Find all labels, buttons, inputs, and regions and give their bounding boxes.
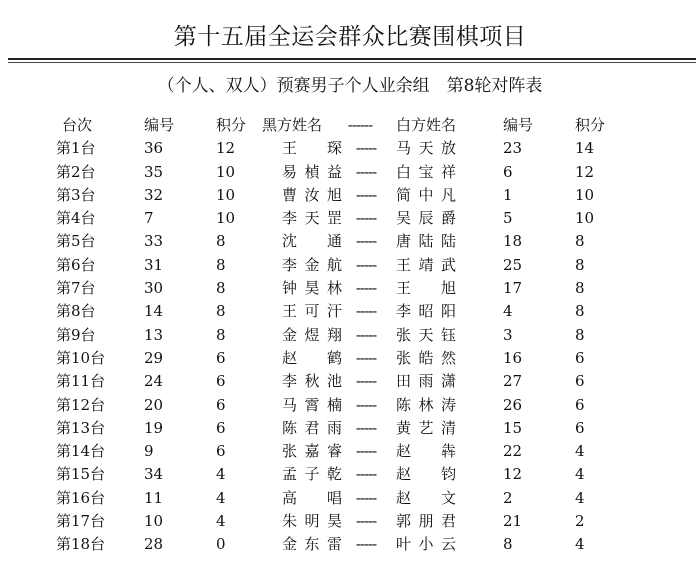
cell-table: 第5台	[56, 232, 96, 251]
cell-white-number: 18	[503, 232, 523, 251]
cell-white-number: 22	[503, 442, 523, 461]
cell-white-name: 郭朋君	[396, 512, 456, 531]
table-row	[0, 184, 700, 207]
cell-white-number: 8	[503, 535, 513, 554]
cell-black-number: 36	[144, 139, 164, 158]
cell-black-number: 10	[144, 512, 164, 531]
cell-table: 第3台	[56, 185, 96, 204]
cell-black-score: 4	[216, 465, 226, 484]
header-black-name: 黑方姓名	[262, 116, 323, 134]
cell-white-number: 16	[503, 348, 523, 367]
cell-white-name: 王 旭	[396, 279, 456, 298]
cell-table: 第10台	[56, 348, 106, 367]
cell-white-score: 8	[575, 279, 585, 298]
cell-white-name: 赵 犇	[396, 442, 456, 461]
header-white-number: 编号	[503, 116, 534, 134]
table-row	[0, 300, 700, 323]
title-rule-thick	[8, 58, 696, 60]
cell-black-name: 高 唱	[282, 488, 342, 507]
cell-white-name: 田雨潇	[396, 372, 456, 391]
cell-table: 第17台	[56, 512, 106, 531]
table-header-row	[0, 114, 700, 137]
cell-black-score: 4	[216, 488, 226, 507]
cell-white-score: 6	[575, 418, 585, 437]
cell-separator: -----	[355, 255, 377, 274]
document-title: 第十五届全运会群众比赛围棋项目	[173, 24, 527, 50]
cell-separator: -----	[355, 465, 377, 484]
cell-separator: -----	[355, 185, 377, 204]
table-row	[0, 254, 700, 277]
cell-white-score: 6	[575, 395, 585, 414]
cell-white-name: 简中凡	[396, 185, 456, 204]
cell-white-number: 15	[503, 418, 523, 437]
cell-black-score: 6	[216, 348, 226, 367]
cell-white-number: 4	[503, 302, 513, 321]
cell-separator: -----	[355, 418, 377, 437]
cell-white-number: 12	[503, 465, 523, 484]
table-row	[0, 417, 700, 440]
header-black-number: 编号	[144, 116, 175, 134]
cell-white-number: 6	[503, 162, 513, 181]
cell-white-name: 马天放	[396, 139, 456, 158]
cell-black-number: 33	[144, 232, 164, 251]
cell-white-name: 白宝祥	[396, 162, 456, 181]
cell-black-score: 8	[216, 255, 226, 274]
table-row	[0, 161, 700, 184]
cell-white-name: 唐陆陆	[396, 232, 456, 251]
cell-white-name: 叶小云	[396, 535, 456, 554]
cell-black-score: 8	[216, 232, 226, 251]
cell-separator: -----	[355, 512, 377, 531]
table-row	[0, 347, 700, 370]
cell-white-score: 4	[575, 488, 585, 507]
cell-white-score: 12	[575, 162, 595, 181]
cell-table: 第16台	[56, 488, 106, 507]
table-row	[0, 230, 700, 253]
cell-table: 第7台	[56, 279, 96, 298]
cell-black-name: 马霄楠	[282, 395, 342, 414]
cell-black-score: 10	[216, 162, 236, 181]
cell-black-score: 8	[216, 279, 226, 298]
cell-separator: -----	[355, 395, 377, 414]
cell-separator: -----	[355, 209, 377, 228]
cell-black-number: 20	[144, 395, 164, 414]
cell-white-name: 王靖武	[396, 255, 456, 274]
cell-black-name: 陈君雨	[282, 418, 342, 437]
cell-white-score: 4	[575, 442, 585, 461]
cell-black-score: 10	[216, 209, 236, 228]
cell-separator: -----	[355, 442, 377, 461]
cell-white-score: 4	[575, 465, 585, 484]
cell-black-number: 9	[144, 442, 154, 461]
cell-white-name: 张天钰	[396, 325, 456, 344]
title-rule-thin	[8, 62, 696, 63]
cell-white-name: 陈林涛	[396, 395, 456, 414]
cell-black-score: 8	[216, 325, 226, 344]
cell-black-name: 金东雷	[282, 535, 342, 554]
cell-white-name: 赵 钧	[396, 465, 456, 484]
cell-white-number: 25	[503, 255, 523, 274]
cell-black-number: 30	[144, 279, 164, 298]
cell-white-score: 8	[575, 302, 585, 321]
cell-black-name: 张嘉睿	[282, 442, 342, 461]
cell-black-score: 6	[216, 442, 226, 461]
cell-table: 第11台	[56, 372, 106, 391]
cell-black-name: 李天罡	[282, 209, 342, 228]
cell-black-score: 4	[216, 512, 226, 531]
cell-black-number: 13	[144, 325, 164, 344]
table-row	[0, 207, 700, 230]
cell-table: 第4台	[56, 209, 96, 228]
table-row	[0, 277, 700, 300]
cell-table: 第1台	[56, 139, 96, 158]
cell-black-score: 6	[216, 372, 226, 391]
cell-separator: -----	[355, 162, 377, 181]
cell-black-name: 沈 通	[282, 232, 342, 251]
cell-white-name: 吴辰爵	[396, 209, 456, 228]
cell-table: 第12台	[56, 395, 106, 414]
cell-black-number: 28	[144, 535, 164, 554]
cell-black-number: 32	[144, 185, 164, 204]
cell-table: 第9台	[56, 325, 96, 344]
cell-table: 第6台	[56, 255, 96, 274]
cell-white-number: 2	[503, 488, 513, 507]
cell-black-number: 29	[144, 348, 164, 367]
cell-black-score: 8	[216, 302, 226, 321]
cell-black-name: 王可汗	[282, 302, 342, 321]
cell-black-name: 钟昊林	[282, 279, 342, 298]
cell-black-number: 14	[144, 302, 164, 321]
cell-white-score: 6	[575, 372, 585, 391]
table-row	[0, 440, 700, 463]
cell-white-number: 17	[503, 279, 523, 298]
cell-black-score: 6	[216, 418, 226, 437]
cell-white-number: 5	[503, 209, 513, 228]
cell-black-number: 24	[144, 372, 164, 391]
header-white-name: 白方姓名	[396, 116, 457, 134]
table-row	[0, 394, 700, 417]
cell-black-name: 孟子乾	[282, 465, 342, 484]
cell-black-name: 金煜翔	[282, 325, 342, 344]
cell-separator: -----	[355, 139, 377, 158]
cell-separator: -----	[355, 302, 377, 321]
header-black-score: 积分	[216, 116, 247, 134]
cell-black-name: 朱明昊	[282, 512, 342, 531]
cell-separator: -----	[355, 325, 377, 344]
cell-table: 第13台	[56, 418, 106, 437]
cell-table: 第15台	[56, 465, 106, 484]
cell-black-number: 19	[144, 418, 164, 437]
cell-black-name: 李秋池	[282, 372, 342, 391]
table-row	[0, 324, 700, 347]
cell-black-name: 赵 鹤	[282, 348, 342, 367]
table-row	[0, 370, 700, 393]
cell-separator: -----	[355, 372, 377, 391]
cell-black-number: 31	[144, 255, 164, 274]
cell-black-number: 11	[144, 488, 164, 507]
cell-table: 第18台	[56, 535, 106, 554]
cell-separator: -----	[355, 488, 377, 507]
cell-black-score: 12	[216, 139, 236, 158]
cell-separator: -----	[355, 535, 377, 554]
cell-white-number: 26	[503, 395, 523, 414]
cell-white-score: 8	[575, 325, 585, 344]
cell-black-name: 易楨益	[282, 162, 342, 181]
cell-white-number: 21	[503, 512, 523, 531]
table-row	[0, 533, 700, 556]
cell-black-number: 34	[144, 465, 164, 484]
cell-black-name: 李金航	[282, 255, 342, 274]
cell-black-score: 6	[216, 395, 226, 414]
cell-white-score: 8	[575, 232, 585, 251]
cell-black-score: 10	[216, 185, 236, 204]
cell-white-score: 6	[575, 348, 585, 367]
cell-table: 第14台	[56, 442, 106, 461]
cell-black-score: 0	[216, 535, 226, 554]
cell-white-score: 2	[575, 512, 585, 531]
cell-white-name: 张皓然	[396, 348, 456, 367]
table-row	[0, 487, 700, 510]
cell-white-number: 1	[503, 185, 513, 204]
cell-white-name: 黄艺清	[396, 418, 456, 437]
header-white-score: 积分	[575, 116, 606, 134]
cell-white-score: 4	[575, 535, 585, 554]
cell-white-number: 3	[503, 325, 513, 344]
document-subtitle: （个人、双人）预赛男子个人业余组 第8轮对阵表	[157, 76, 543, 96]
pairing-table	[0, 114, 700, 557]
cell-white-name: 李昭阳	[396, 302, 456, 321]
header-table: 台次	[62, 116, 93, 134]
cell-black-name: 曹汝旭	[282, 185, 342, 204]
cell-white-name: 赵 文	[396, 488, 456, 507]
table-body	[0, 137, 700, 556]
cell-white-score: 8	[575, 255, 585, 274]
cell-black-number: 7	[144, 209, 154, 228]
cell-black-number: 35	[144, 162, 164, 181]
cell-white-score: 10	[575, 209, 595, 228]
cell-separator: -----	[355, 279, 377, 298]
cell-separator: -----	[355, 348, 377, 367]
cell-table: 第8台	[56, 302, 96, 321]
table-row	[0, 463, 700, 486]
cell-table: 第2台	[56, 162, 96, 181]
cell-white-score: 10	[575, 185, 595, 204]
cell-white-score: 14	[575, 139, 595, 158]
header-separator: ------	[347, 116, 373, 134]
cell-white-number: 23	[503, 139, 523, 158]
table-row	[0, 510, 700, 533]
cell-black-name: 王 琛	[282, 139, 342, 158]
cell-separator: -----	[355, 232, 377, 251]
table-row	[0, 137, 700, 160]
cell-white-number: 27	[503, 372, 523, 391]
